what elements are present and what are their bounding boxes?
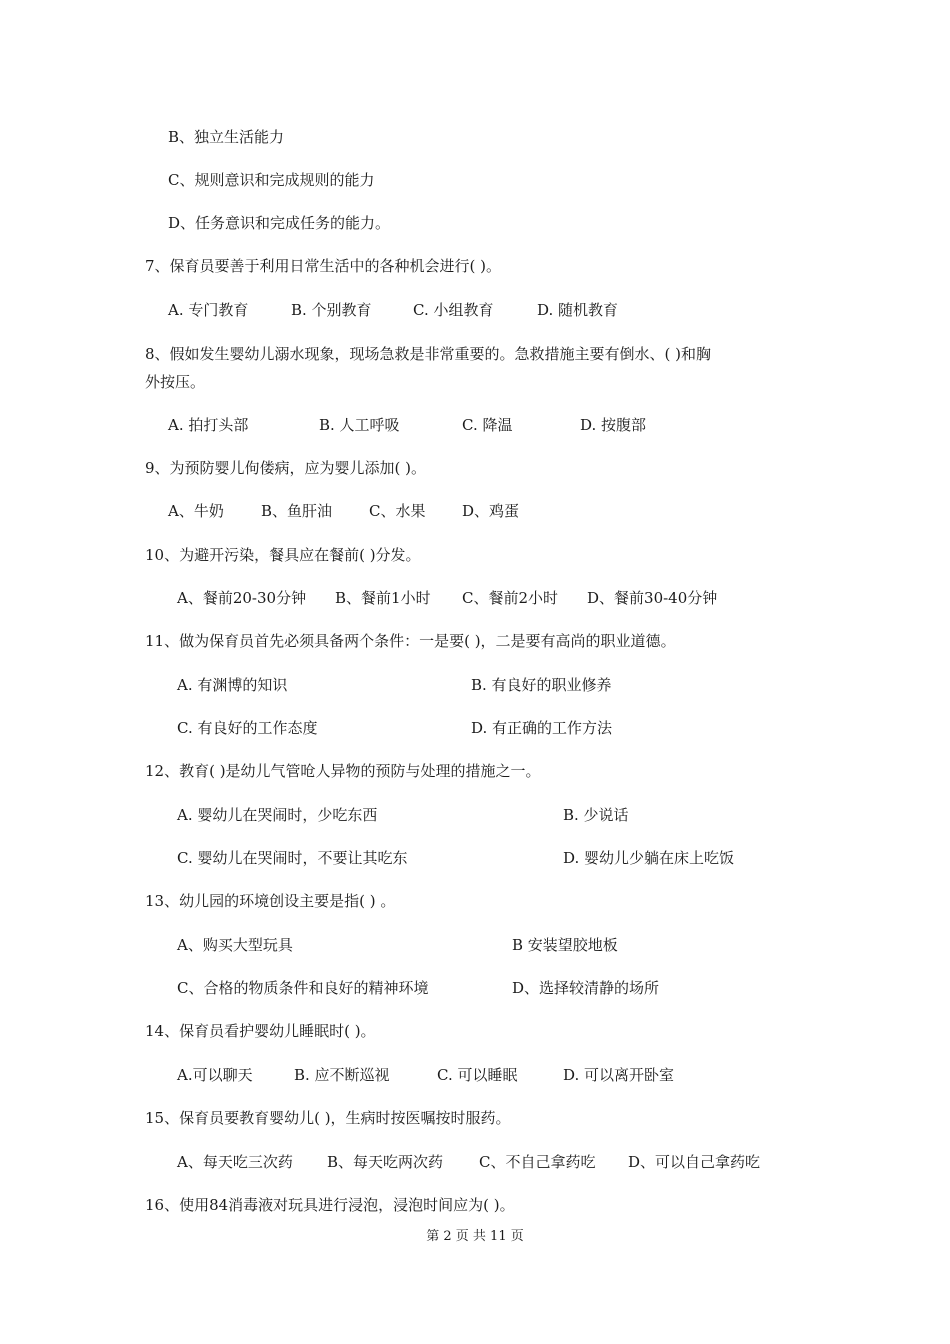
q6-option-b: B、独立生活能力 (168, 128, 285, 146)
q14-option-c: C. 可以睡眠 (437, 1066, 518, 1084)
q11-option-d: D. 有正确的工作方法 (471, 719, 613, 737)
question-15: 15、保育员要教育婴幼儿( )，生病时按医嘱按时服药。 (145, 1109, 511, 1127)
q11-option-c: C. 有良好的工作态度 (177, 719, 318, 737)
q14-option-b: B. 应不断巡视 (294, 1066, 390, 1084)
q10-option-b: B、餐前1小时 (335, 589, 431, 607)
question-11: 11、做为保育员首先必须具备两个条件：一是要( )，二是要有高尚的职业道德。 (145, 632, 676, 650)
q15-option-b: B、每天吃两次药 (327, 1153, 444, 1171)
q14-option-a: A.可以聊天 (177, 1066, 253, 1084)
q13-option-a: A、购买大型玩具 (177, 936, 293, 954)
q12-option-d: D. 婴幼儿少躺在床上吃饭 (563, 849, 735, 867)
q12-option-c: C. 婴幼儿在哭闹时，不要让其吃东 (177, 849, 408, 867)
q6-option-c: C、规则意识和完成规则的能力 (168, 171, 375, 189)
page-footer: 第 2 页 共 11 页 (426, 1229, 524, 1244)
question-13: 13、幼儿园的环境创设主要是指( ) 。 (145, 892, 396, 910)
q7-option-a: A. 专门教育 (168, 301, 249, 319)
q10-option-c: C、餐前2小时 (462, 589, 559, 607)
question-9: 9、为预防婴儿佝偻病，应为婴儿添加( )。 (145, 459, 427, 477)
question-12: 12、教育( )是幼儿气管呛人异物的预防与处理的措施之一。 (145, 762, 541, 780)
q11-option-a: A. 有渊博的知识 (177, 676, 288, 694)
q7-option-c: C. 小组教育 (413, 301, 494, 319)
q7-option-b: B. 个别教育 (291, 301, 372, 319)
question-10: 10、为避开污染，餐具应在餐前( )分发。 (145, 546, 421, 564)
q13-option-b: B 安装望胶地板 (512, 936, 618, 954)
q8-option-a: A. 拍打头部 (168, 416, 249, 434)
q8-option-c: C. 降温 (462, 416, 513, 434)
q9-option-b: B、鱼肝油 (261, 502, 333, 520)
q13-option-c: C、合格的物质条件和良好的精神环境 (177, 979, 429, 997)
q11-option-b: B. 有良好的职业修养 (471, 676, 612, 694)
q7-option-d: D. 随机教育 (537, 301, 619, 319)
question-16: 16、使用84消毒液对玩具进行浸泡，浸泡时间应为( )。 (145, 1196, 515, 1214)
q8-option-b: B. 人工呼吸 (319, 416, 400, 434)
q9-option-c: C、水果 (369, 502, 426, 520)
q9-option-d: D、鸡蛋 (462, 502, 520, 520)
q10-option-a: A、餐前20-30分钟 (177, 589, 307, 607)
q14-option-d: D. 可以离开卧室 (563, 1066, 675, 1084)
question-7: 7、保育员要善于利用日常生活中的各种机会进行( )。 (145, 257, 502, 275)
question-14: 14、保育员看护婴幼儿睡眠时( )。 (145, 1022, 376, 1040)
question-8-line-2: 外按压。 (145, 373, 206, 391)
q9-option-a: A、牛奶 (168, 502, 224, 520)
q6-option-d: D、任务意识和完成任务的能力。 (168, 214, 391, 232)
q10-option-d: D、餐前30-40分钟 (587, 589, 718, 607)
q15-option-a: A、每天吃三次药 (177, 1153, 293, 1171)
q15-option-c: C、不自己拿药吃 (479, 1153, 596, 1171)
question-8-line-1: 8、假如发生婴幼儿溺水现象，现场急救是非常重要的。急救措施主要有倒水、( )和胸 (145, 345, 712, 363)
q12-option-a: A. 婴幼儿在哭闹时，少吃东西 (177, 806, 378, 824)
q13-option-d: D、选择较清静的场所 (512, 979, 660, 997)
q15-option-d: D、可以自己拿药吃 (628, 1153, 761, 1171)
q12-option-b: B. 少说话 (563, 806, 629, 824)
q8-option-d: D. 按腹部 (580, 416, 647, 434)
